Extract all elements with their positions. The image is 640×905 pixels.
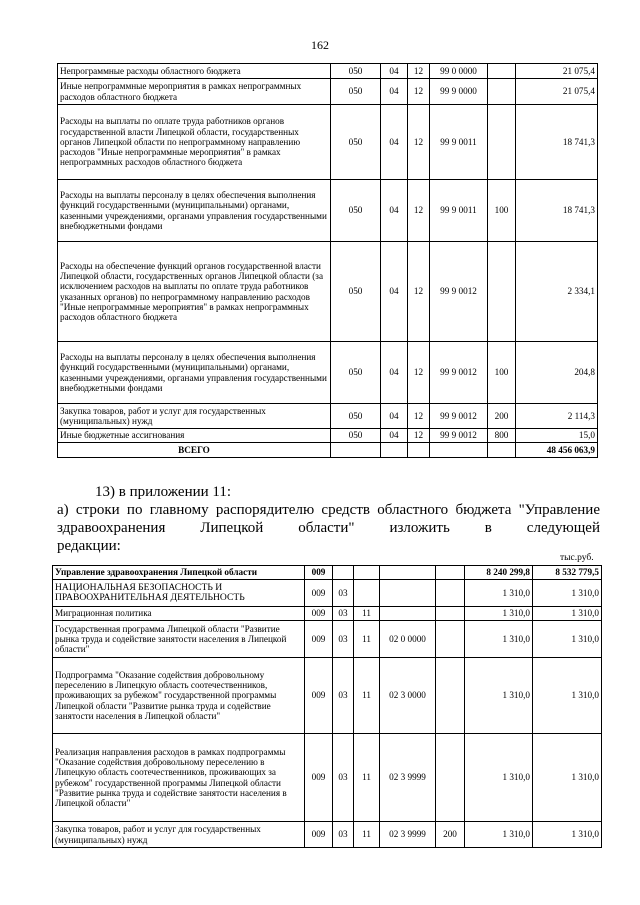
row-expense-type: 800 xyxy=(488,429,516,443)
row-name: Закупка товаров, работ и услуг для государственных (муниципальных) нужд xyxy=(58,404,331,429)
row-year2: 1 310,0 xyxy=(533,734,602,822)
row-gr: 009 xyxy=(305,607,333,621)
row-year2: 1 310,0 xyxy=(533,822,602,848)
row-gr: 009 xyxy=(305,580,333,607)
row-sum: 2 334,1 xyxy=(516,242,598,342)
table-row xyxy=(53,580,602,607)
row-target-article xyxy=(380,607,436,621)
row-year2: 1 310,0 xyxy=(533,621,602,658)
row-section: 03 xyxy=(333,658,354,734)
row-target-article: 99 9 0000 xyxy=(430,79,488,105)
row-name: Расходы на обеспечение функций органов государственной власти Липецкой области, государственных органов Липецкой области (за исключением расходов на выплаты по оплате труда работников указанных органов) по непрограммному направлению расходов "Иные непрограммные мероприятия" в рамках непрограммных расходов областного бюджета xyxy=(58,242,331,342)
row-subsection xyxy=(354,566,380,580)
row-expense-type xyxy=(488,64,516,79)
row-subsection xyxy=(354,580,380,607)
row-gr: 009 xyxy=(305,621,333,658)
page-number: 162 xyxy=(311,38,329,52)
total-row xyxy=(58,443,598,458)
table-row xyxy=(58,342,598,404)
table-row xyxy=(58,105,598,180)
item-heading: 13) в приложении 11: xyxy=(95,484,232,500)
row-target-article: 99 9 0012 xyxy=(430,342,488,404)
row-subsection: 12 xyxy=(408,64,430,79)
paragraph-a-end: редакции: xyxy=(57,538,121,554)
row-expense-type xyxy=(436,621,465,658)
row-expense-type: 200 xyxy=(436,822,465,848)
row-expense-type xyxy=(436,658,465,734)
table-row xyxy=(58,64,598,79)
row-section: 04 xyxy=(381,242,408,342)
row-sum: 2 114,3 xyxy=(516,404,598,429)
row-gr: 050 xyxy=(331,429,381,443)
row-gr: 050 xyxy=(331,105,381,180)
row-gr: 050 xyxy=(331,342,381,404)
row-subsection: 12 xyxy=(408,105,430,180)
table-row xyxy=(58,180,598,242)
row-expense-type: 100 xyxy=(488,342,516,404)
row-subsection: 12 xyxy=(408,180,430,242)
row-name: Закупка товаров, работ и услуг для государственных (муниципальных) нужд xyxy=(53,822,305,848)
row-year2: 1 310,0 xyxy=(533,580,602,607)
row-gr: 050 xyxy=(331,180,381,242)
row-subsection: 11 xyxy=(354,621,380,658)
row-expense-type xyxy=(488,242,516,342)
row-expense-type xyxy=(436,580,465,607)
row-target-article: 99 9 0011 xyxy=(430,105,488,180)
row-sum: 15,0 xyxy=(516,429,598,443)
row-subsection: 12 xyxy=(408,242,430,342)
row-name: Миграционная политика xyxy=(53,607,305,621)
row-expense-type: 100 xyxy=(488,180,516,242)
row-year1: 1 310,0 xyxy=(465,607,533,621)
row-target-article: 99 9 0011 xyxy=(430,180,488,242)
table-row xyxy=(53,822,602,848)
row-expense-type xyxy=(436,566,465,580)
table-row xyxy=(58,242,598,342)
row-subsection: 12 xyxy=(408,342,430,404)
row-name: Непрограммные расходы областного бюджета xyxy=(58,64,331,79)
row-subsection: 12 xyxy=(408,404,430,429)
row-target-article: 99 9 0012 xyxy=(430,404,488,429)
row-year1: 1 310,0 xyxy=(465,621,533,658)
row-section: 04 xyxy=(381,342,408,404)
table-row xyxy=(53,621,602,658)
row-section: 03 xyxy=(333,734,354,822)
row-name: Подпрограмма "Оказание содействия добровольному переселению в Липецкую область соотечественников, проживающих за рубежом" государственной программы Липецкой области "Развитие рынка труда и содействие занятости населения в Липецкой области" xyxy=(53,658,305,734)
row-subsection: 11 xyxy=(354,658,380,734)
row-expense-type xyxy=(488,79,516,105)
row-section: 03 xyxy=(333,822,354,848)
row-target-article xyxy=(380,566,436,580)
row-gr: 009 xyxy=(305,658,333,734)
row-target-article: 02 3 9999 xyxy=(380,734,436,822)
row-gr: 050 xyxy=(331,64,381,79)
table-row xyxy=(58,429,598,443)
row-name: Иные бюджетные ассигнования xyxy=(58,429,331,443)
table-row xyxy=(53,658,602,734)
row-gr: 009 xyxy=(305,566,333,580)
row-gr: 050 xyxy=(331,242,381,342)
row-target-article: 99 9 0012 xyxy=(430,242,488,342)
row-section: 04 xyxy=(381,429,408,443)
row-subsection: 11 xyxy=(354,607,380,621)
row-year2: 1 310,0 xyxy=(533,658,602,734)
row-name: НАЦИОНАЛЬНАЯ БЕЗОПАСНОСТЬ И ПРАВООХРАНИТЕЛЬНАЯ ДЕЯТЕЛЬНОСТЬ xyxy=(53,580,305,607)
row-gr: 009 xyxy=(305,734,333,822)
row-name: Расходы на выплаты персоналу в целях обеспечения выполнения функций государственными (муниципальными) органами, казенными учреждениями, органами управления государственными внебюджетными фондами xyxy=(58,342,331,404)
row-expense-type xyxy=(436,734,465,822)
row-name: Расходы на выплаты персоналу в целях обеспечения выполнения функций государственными (муниципальными) органами, казенными учреждениями, органами управления государственными внебюджетными фондами xyxy=(58,180,331,242)
row-expense-type xyxy=(488,105,516,180)
row-section: 04 xyxy=(381,64,408,79)
row-name: Государственная программа Липецкой области "Развитие рынка труда и содействие занятости населения в Липецкой области" xyxy=(53,621,305,658)
total-label: ВСЕГО xyxy=(58,443,331,458)
row-section: 04 xyxy=(381,404,408,429)
row-gr: 050 xyxy=(331,404,381,429)
row-gr: 050 xyxy=(331,79,381,105)
row-gr: 009 xyxy=(305,822,333,848)
table-row xyxy=(58,404,598,429)
row-year2: 8 532 779,5 xyxy=(533,566,602,580)
row-section: 03 xyxy=(333,607,354,621)
row-sum: 21 075,4 xyxy=(516,64,598,79)
table-row xyxy=(53,566,602,580)
row-name: Иные непрограммные мероприятия в рамках непрограммных расходов областного бюджета xyxy=(58,79,331,105)
row-section: 03 xyxy=(333,621,354,658)
row-year1: 1 310,0 xyxy=(465,734,533,822)
row-target-article xyxy=(380,580,436,607)
row-section xyxy=(333,566,354,580)
row-target-article: 02 3 0000 xyxy=(380,658,436,734)
budget-table-2 xyxy=(52,565,602,848)
row-target-article: 99 9 0012 xyxy=(430,429,488,443)
row-year1: 1 310,0 xyxy=(465,580,533,607)
table-row xyxy=(58,79,598,105)
row-year1: 8 240 299,8 xyxy=(465,566,533,580)
row-section: 04 xyxy=(381,79,408,105)
row-subsection: 12 xyxy=(408,79,430,105)
row-sum: 21 075,4 xyxy=(516,79,598,105)
row-subsection: 11 xyxy=(354,734,380,822)
row-expense-type xyxy=(436,607,465,621)
row-section: 04 xyxy=(381,180,408,242)
row-section: 04 xyxy=(381,105,408,180)
budget-table-1 xyxy=(57,63,598,458)
row-name: Расходы на выплаты по оплате труда работников органов государственной власти Липецкой области, государственных органов Липецкой области по непрограммному направлению расходов "Иные непрограммные мероприятия" в рамках непрограммных расходов областного бюджета xyxy=(58,105,331,180)
row-subsection: 11 xyxy=(354,822,380,848)
row-sum: 18 741,3 xyxy=(516,180,598,242)
paragraph-a: а) строки по главному распорядителю средств областного бюджета "Управление здравоохранения Липецкой области" изложить в следующей xyxy=(57,502,600,536)
row-target-article: 02 0 0000 xyxy=(380,621,436,658)
total-value: 48 456 063,9 xyxy=(516,443,598,458)
table-row xyxy=(53,734,602,822)
row-sum: 18 741,3 xyxy=(516,105,598,180)
row-year1: 1 310,0 xyxy=(465,822,533,848)
row-section: 03 xyxy=(333,580,354,607)
row-name: Управление здравоохранения Липецкой области xyxy=(53,566,305,580)
row-sum: 204,8 xyxy=(516,342,598,404)
row-target-article: 02 3 9999 xyxy=(380,822,436,848)
row-subsection: 12 xyxy=(408,429,430,443)
row-target-article: 99 0 0000 xyxy=(430,64,488,79)
row-expense-type: 200 xyxy=(488,404,516,429)
table-row xyxy=(53,607,602,621)
unit-label: тыс.руб. xyxy=(560,553,594,563)
row-year2: 1 310,0 xyxy=(533,607,602,621)
row-name: Реализация направления расходов в рамках подпрограммы "Оказание содействия добровольному переселению в Липецкую область соотечественников, проживающих за рубежом" государственной программы Липецкой области "Развитие рынка труда и содействие занятости населения в Липецкой области" xyxy=(53,734,305,822)
row-year1: 1 310,0 xyxy=(465,658,533,734)
